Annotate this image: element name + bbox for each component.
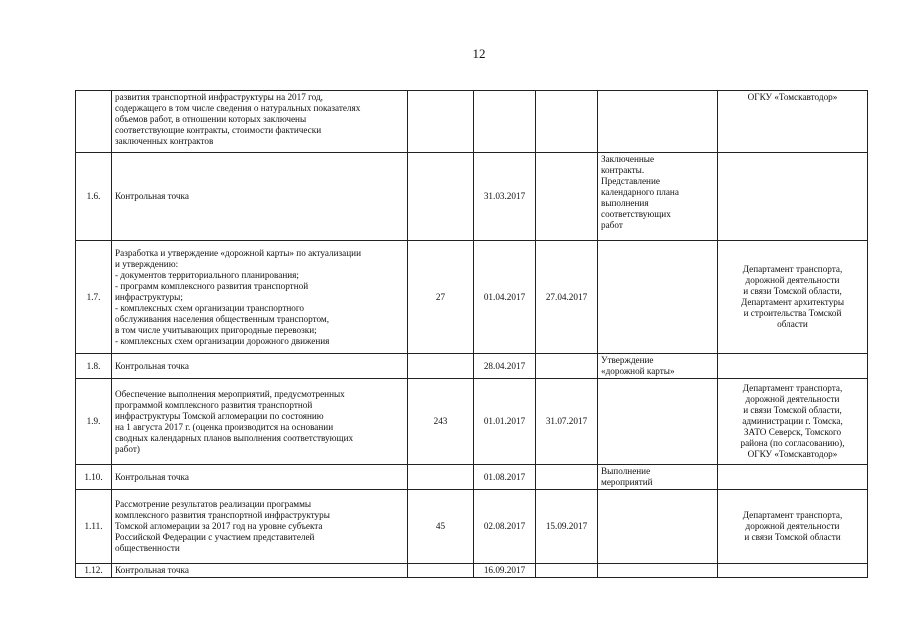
result-cell-line: выполнения	[601, 198, 649, 208]
page-number: 12	[472, 46, 486, 61]
table-row	[76, 241, 868, 354]
task-name-cell-line: Контрольная точка	[115, 360, 189, 371]
start-date-cell	[474, 91, 536, 153]
task-name-cell-line: Контрольная точка	[115, 191, 189, 201]
responsible-cell-line: Департамент архитектуры	[740, 297, 845, 307]
result-cell	[598, 91, 718, 153]
responsible-cell	[718, 241, 868, 354]
task-name-cell-line: комплексного развития транспортной инфраструктуры	[115, 510, 330, 520]
row-number-cell: 1.7.	[76, 241, 112, 354]
task-name-cell	[112, 153, 408, 241]
responsible-cell-line: Департамент транспорта,	[742, 264, 843, 274]
task-name-cell-line: обслуживания населения общественным транспортом,	[115, 313, 330, 324]
duration-days-cell	[408, 465, 474, 490]
responsible-cell-line: ОГКУ «Томскавтодор»	[747, 92, 838, 102]
responsible-cell	[718, 153, 868, 241]
task-name-cell-line: программой комплексного развития транспортной	[115, 399, 313, 410]
responsible-cell-line: администрации г. Томска,	[742, 416, 843, 426]
task-name-cell-line: работ)	[115, 443, 140, 454]
task-name-cell-line: сводных календарных планов выполнения соответствующих	[115, 432, 354, 443]
responsible-cell-line: Департамент транспорта,	[742, 510, 843, 520]
task-name-cell-line: Томской агломерации за 2017 год на уровне субъекта	[115, 521, 323, 531]
table-row	[76, 153, 868, 241]
row-number-cell	[76, 91, 112, 153]
responsible-cell-line: области	[777, 319, 808, 329]
end-date-cell	[536, 564, 598, 578]
row-number-cell: 1.12.	[76, 564, 112, 578]
plan-table	[75, 90, 868, 578]
result-cell-line: Утверждение	[601, 355, 654, 365]
duration-days-cell	[408, 564, 474, 578]
responsible-cell-line: и строительства Томской	[743, 308, 842, 318]
end-date-cell	[536, 153, 598, 241]
row-number-cell: 1.10.	[76, 465, 112, 490]
row-number-cell: 1.6.	[76, 153, 112, 241]
task-name-cell-line: общественности	[115, 543, 180, 553]
task-name-cell	[112, 465, 408, 490]
task-name-cell	[112, 490, 408, 564]
end-date-cell	[536, 465, 598, 490]
task-name-cell	[112, 564, 408, 578]
row-number-cell: 1.9.	[76, 379, 112, 465]
start-date-cell: 01.01.2017	[474, 379, 536, 465]
result-cell-line: соответствующих	[601, 209, 671, 219]
start-date-cell: 01.04.2017	[474, 241, 536, 354]
task-name-cell	[112, 91, 408, 153]
start-date-cell: 02.08.2017	[474, 490, 536, 564]
result-cell-line: работ	[601, 220, 623, 230]
responsible-cell-line: и связи Томской области	[744, 532, 841, 542]
end-date-cell: 31.07.2017	[536, 379, 598, 465]
result-cell-line: Заключенные	[601, 154, 655, 164]
row-number-cell: 1.8.	[76, 354, 112, 379]
table-row	[76, 354, 868, 379]
start-date-cell: 28.04.2017	[474, 354, 536, 379]
responsible-cell-line: дорожной деятельности	[745, 394, 840, 404]
result-cell-line: контракты.	[601, 165, 645, 175]
result-cell	[598, 354, 718, 379]
duration-days-cell: 27	[408, 241, 474, 354]
responsible-cell	[718, 354, 868, 379]
plan-table-body	[76, 91, 868, 578]
start-date-cell: 01.08.2017	[474, 465, 536, 490]
responsible-cell-line: района (по согласованию),	[740, 438, 845, 448]
start-date-cell: 16.09.2017	[474, 564, 536, 578]
task-name-cell-line: Разработка и утверждение «дорожной карты» по актуализации	[115, 247, 361, 258]
task-name-cell-line: объемов работ, в отношении которых заключены	[115, 114, 307, 124]
table-row	[76, 564, 868, 578]
responsible-cell-line: и связи Томской области,	[743, 405, 842, 415]
responsible-cell-line: ЗАТО Северск, Томского	[743, 427, 842, 437]
result-cell	[598, 153, 718, 241]
responsible-cell	[718, 91, 868, 153]
result-cell-line: Представление	[601, 176, 660, 186]
responsible-cell-line: дорожной деятельности	[745, 275, 840, 285]
duration-days-cell	[408, 153, 474, 241]
result-cell	[598, 379, 718, 465]
task-name-cell	[112, 354, 408, 379]
task-name-cell	[112, 241, 408, 354]
responsible-cell-line: дорожной деятельности	[745, 521, 840, 531]
task-name-cell-line: - документов территориального планирования;	[115, 269, 299, 280]
task-name-cell-line: Контрольная точка	[115, 565, 189, 575]
duration-days-cell	[408, 91, 474, 153]
end-date-cell	[536, 354, 598, 379]
end-date-cell	[536, 91, 598, 153]
responsible-cell	[718, 379, 868, 465]
task-name-cell-line: Контрольная точка	[115, 471, 189, 482]
task-name-cell-line: Обеспечение выполнения мероприятий, предусмотренных	[115, 388, 345, 399]
result-cell	[598, 465, 718, 490]
responsible-cell-line: и связи Томской области,	[743, 286, 842, 296]
table-row	[76, 465, 868, 490]
end-date-cell: 27.04.2017	[536, 241, 598, 354]
task-name-cell	[112, 379, 408, 465]
table-row	[76, 490, 868, 564]
table-row	[76, 91, 868, 153]
task-name-cell-line: и утверждению:	[115, 258, 179, 269]
result-cell-line: «дорожной карты»	[601, 366, 675, 376]
task-name-cell-line: - комплексных схем организации транспортного	[115, 302, 305, 313]
start-date-cell: 31.03.2017	[474, 153, 536, 241]
result-cell	[598, 490, 718, 564]
task-name-cell-line: соответствующие контракты, стоимости фактически	[115, 125, 322, 135]
task-name-cell-line: развития транспортной инфраструктуры на 2017 год,	[115, 92, 323, 102]
task-name-cell-line: - программ комплексного развития транспортной	[115, 280, 309, 291]
task-name-cell-line: заключенных контрактов	[115, 136, 214, 146]
result-cell-line: Выполнение	[601, 466, 651, 476]
duration-days-cell	[408, 354, 474, 379]
task-name-cell-line: в том числе учитывающих пригородные перевозки;	[115, 324, 317, 335]
duration-days-cell: 243	[408, 379, 474, 465]
result-cell	[598, 564, 718, 578]
responsible-cell	[718, 564, 868, 578]
row-number-cell: 1.11.	[76, 490, 112, 564]
result-cell	[598, 241, 718, 354]
result-cell-line: мероприятий	[601, 477, 653, 487]
responsible-cell	[718, 490, 868, 564]
task-name-cell-line: инфраструктуры;	[115, 291, 183, 302]
responsible-cell	[718, 465, 868, 490]
task-name-cell-line: - комплексных схем организации дорожного движения	[115, 335, 330, 346]
responsible-cell-line: Департамент транспорта,	[742, 383, 843, 393]
end-date-cell: 15.09.2017	[536, 490, 598, 564]
responsible-cell-line: ОГКУ «Томскавтодор»	[747, 449, 838, 459]
result-cell-line: календарного плана	[601, 187, 679, 197]
task-name-cell-line: на 1 августа 2017 г. (оценка производится на основании	[115, 421, 334, 432]
task-name-cell-line: Рассмотрение результатов реализации программы	[115, 499, 312, 509]
task-name-cell-line: Российской Федерации с участием представителей	[115, 532, 315, 542]
table-row	[76, 379, 868, 465]
duration-days-cell: 45	[408, 490, 474, 564]
task-name-cell-line: содержащего в том числе сведения о натуральных показателях	[115, 103, 361, 113]
task-name-cell-line: инфраструктуры Томской агломерации по состоянию	[115, 410, 324, 421]
